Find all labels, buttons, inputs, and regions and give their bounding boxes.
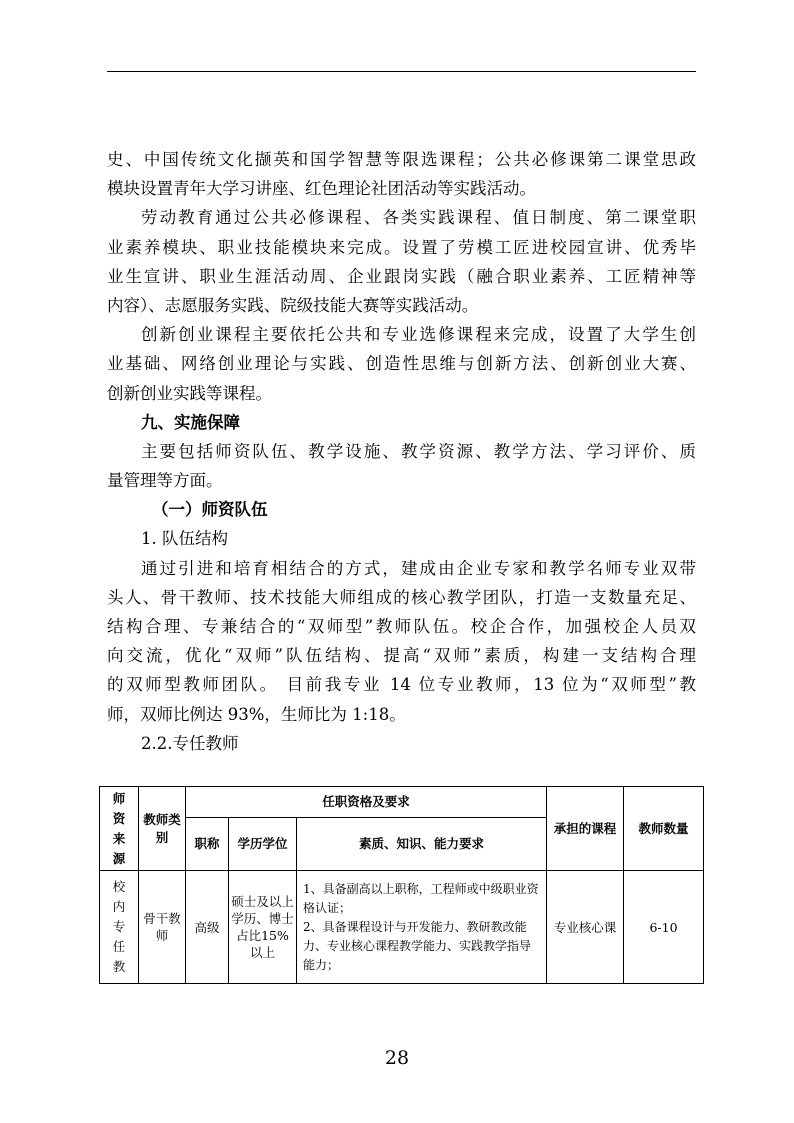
paragraph-line: 的双师型教师团队。 目前我专业 14 位专业教师，13 位为“双师型”教 (107, 675, 696, 695)
cell-title: 高级 (186, 871, 229, 984)
paragraph-line: 业基础、网络创业理论与实践、创造性思维与创新方法、创新创业大赛、 (107, 354, 696, 374)
paragraph-line: 劳动教育通过公共必修课程、各类实践课程、值日制度、第二课堂职 (141, 208, 696, 228)
cell-source: 校内专任教 (100, 871, 139, 984)
paragraph-line: 业生宣讲、职业生涯活动周、企业跟岗实践（融合职业素养、工匠精神等 (107, 266, 696, 286)
paragraph-line: 通过引进和培育相结合的方式，建成由企业专家和教学名师专业双带 (141, 558, 696, 578)
header-count: 教师数量 (624, 787, 704, 871)
header-degree: 学历学位 (229, 818, 297, 871)
cell-requirements (297, 871, 547, 984)
paragraph-line: 结构合理、专兼结合的“双师型”教师队伍。校企合作，加强校企人员双 (107, 617, 696, 636)
paragraph-line: 量管理等方面。 (107, 471, 223, 491)
header-title: 职称 (186, 818, 229, 871)
page-number: 28 (384, 1047, 410, 1069)
subsection-heading: （一）师资队伍 (152, 500, 268, 520)
header-source: 师资来源 (100, 787, 139, 871)
header-qualification: 任职资格及要求 (186, 787, 547, 818)
paragraph-line: 向交流，优化“双师”队伍结构、提高“双师”素质，构建一支结构合理 (107, 646, 696, 666)
body-text (107, 145, 696, 758)
cell-degree: 硕士及以上学历、博士占比15%以上 (229, 871, 297, 984)
cell-category: 骨干教师 (139, 871, 186, 984)
paragraph-line: 头人、骨干教师、技术技能大师组成的核心教学团队，打造一支数量充足、 (107, 587, 696, 607)
faculty-table (99, 786, 704, 984)
paragraph-line: 师，双师比例达 93%，生师比为 1:18。 (107, 704, 406, 724)
section-heading: 九、实施保障 (141, 412, 240, 432)
cell-count: 6-10 (624, 871, 704, 984)
paragraph-line: 主要包括师资队伍、教学设施、教学资源、教学方法、学习评价、质 (141, 441, 696, 461)
header-courses: 承担的课程 (547, 787, 624, 871)
requirement-item: 1、具备副高以上职称，工程师或中级职业资格认证； (303, 881, 539, 915)
item-heading: 2.2.专任教师 (141, 733, 239, 753)
requirement-item: 2、具备课程设计与开发能力、教研教改能力、专业核心课程教学能力、实践教学指导能力； (303, 919, 532, 972)
table-row (100, 871, 704, 984)
header-requirements: 素质、知识、能力要求 (297, 818, 547, 871)
cell-courses: 专业核心课 (547, 871, 624, 984)
paragraph-line: 创新创业课程主要依托公共和专业选修课程来完成，设置了大学生创 (141, 325, 696, 345)
header-rule (107, 71, 696, 72)
paragraph-line: 史、中国传统文化撷英和国学智慧等限选课程；公共必修课第二课堂思政 (107, 150, 696, 169)
item-heading: 1. 队伍结构 (141, 529, 228, 549)
paragraph-line: 创新创业实践等课程。 (107, 383, 272, 403)
paragraph-line: 内容）、志愿服务实践、院级技能大赛等实践活动。 (107, 295, 479, 315)
paragraph-line: 业素养模块、职业技能模块来完成。设置了劳模工匠进校园宣讲、优秀毕 (107, 237, 696, 257)
paragraph-line: 模块设置青年大学习讲座、红色理论社团活动等实践活动。 (107, 179, 536, 199)
header-category: 教师类别 (139, 787, 186, 871)
